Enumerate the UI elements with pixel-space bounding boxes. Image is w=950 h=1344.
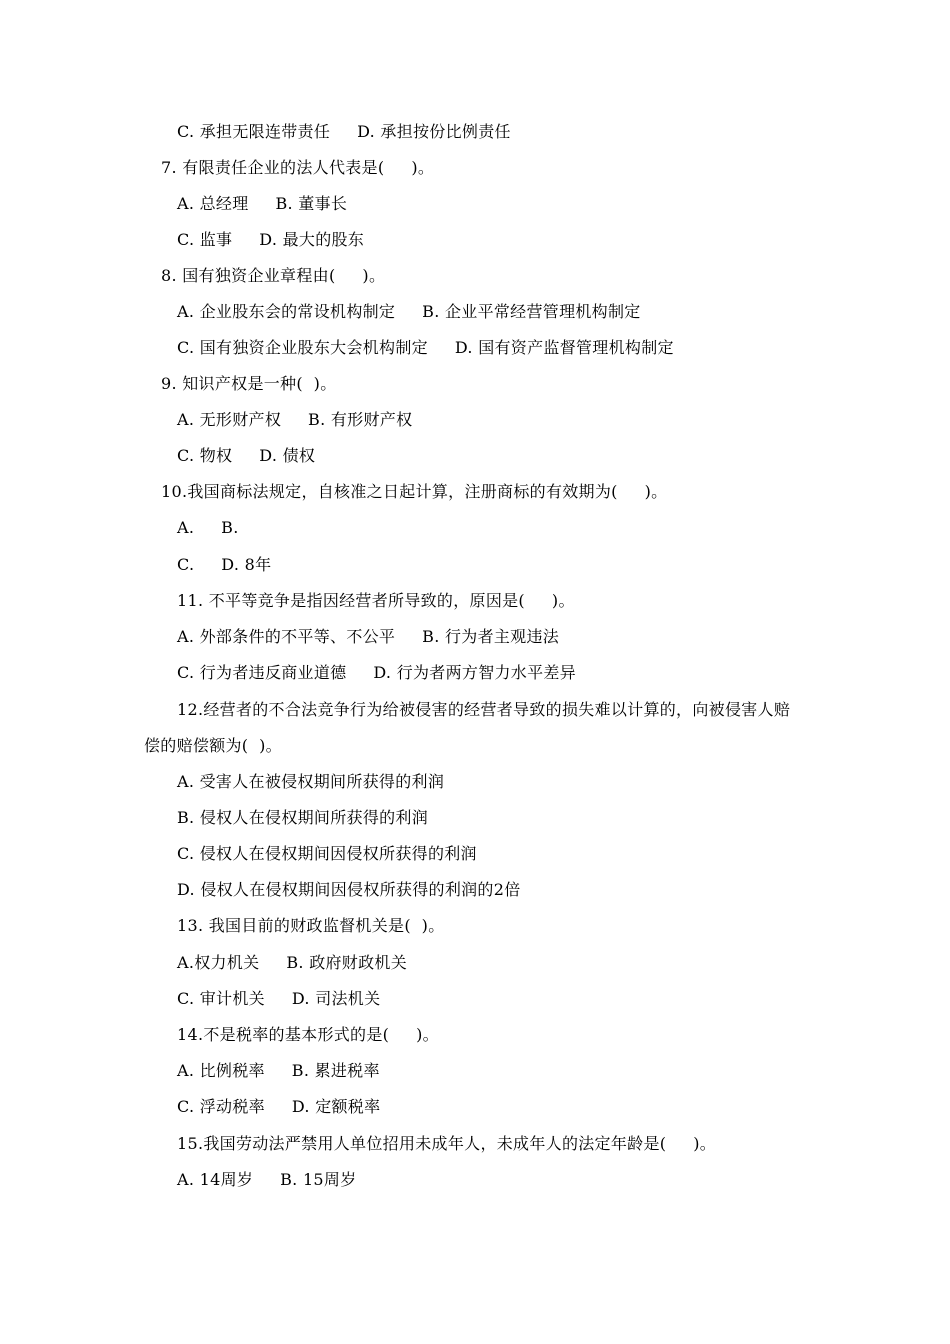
q12-option-c: C. 侵权人在侵权期间因侵权所获得的利润: [177, 844, 477, 863]
q10-question: 10.我国商标法规定，自核准之日起计算，注册商标的有效期为( )。: [161, 482, 668, 501]
q8-options-ab: A. 企业股东会的常设机构制定 B. 企业平常经营管理机构制定: [177, 302, 641, 321]
q9-question: 9. 知识产权是一种( )。: [161, 374, 337, 393]
q6-options-cd: C. 承担无限连带责任 D. 承担按份比例责任: [177, 122, 511, 141]
q12-option-b: B. 侵权人在侵权期间所获得的利润: [177, 808, 429, 827]
q14-question: 14.不是税率的基本形式的是( )。: [177, 1025, 439, 1044]
q13-options-cd: C. 审计机关 D. 司法机关: [177, 989, 381, 1008]
q12-option-d: D. 侵权人在侵权期间因侵权所获得的利润的2倍: [177, 880, 521, 899]
q7-options-ab: A. 总经理 B. 董事长: [177, 194, 348, 213]
q12-question-line1: 12.经营者的不合法竞争行为给被侵害的经营者导致的损失难以计算的，向被侵害人赔: [177, 700, 791, 719]
q8-question: 8. 国有独资企业章程由( )。: [161, 266, 386, 285]
q11-options-ab: A. 外部条件的不平等、不公平 B. 行为者主观违法: [177, 627, 560, 646]
q9-options-ab: A. 无形财产权 B. 有形财产权: [177, 410, 413, 429]
q14-options-cd: C. 浮动税率 D. 定额税率: [177, 1097, 381, 1116]
q9-options-cd: C. 物权 D. 债权: [177, 446, 316, 465]
q11-question: 11. 不平等竞争是指因经营者所导致的，原因是( )。: [177, 591, 575, 610]
q10-options-cd: C. D. 8年: [177, 555, 272, 574]
q15-options-ab: A. 14周岁 B. 15周岁: [177, 1170, 357, 1189]
q12-option-a: A. 受害人在被侵权期间所获得的利润: [177, 772, 445, 791]
q10-options-ab: A. B.: [177, 518, 239, 537]
q11-options-cd: C. 行为者违反商业道德 D. 行为者两方智力水平差异: [177, 663, 577, 682]
q15-question: 15.我国劳动法严禁用人单位招用未成年人，未成年人的法定年龄是( )。: [177, 1134, 717, 1153]
q12-question-line2: 偿的赔偿额为( )。: [144, 736, 282, 755]
q7-options-cd: C. 监事 D. 最大的股东: [177, 230, 365, 249]
q13-options-ab: A.权力机关 B. 政府财政机关: [177, 953, 408, 972]
q8-options-cd: C. 国有独资企业股东大会机构制定 D. 国有资产监督管理机构制定: [177, 338, 674, 357]
q13-question: 13. 我国目前的财政监督机关是( )。: [177, 916, 445, 935]
q7-question: 7. 有限责任企业的法人代表是( )。: [161, 158, 435, 177]
q14-options-ab: A. 比例税率 B. 累进税率: [177, 1061, 380, 1080]
